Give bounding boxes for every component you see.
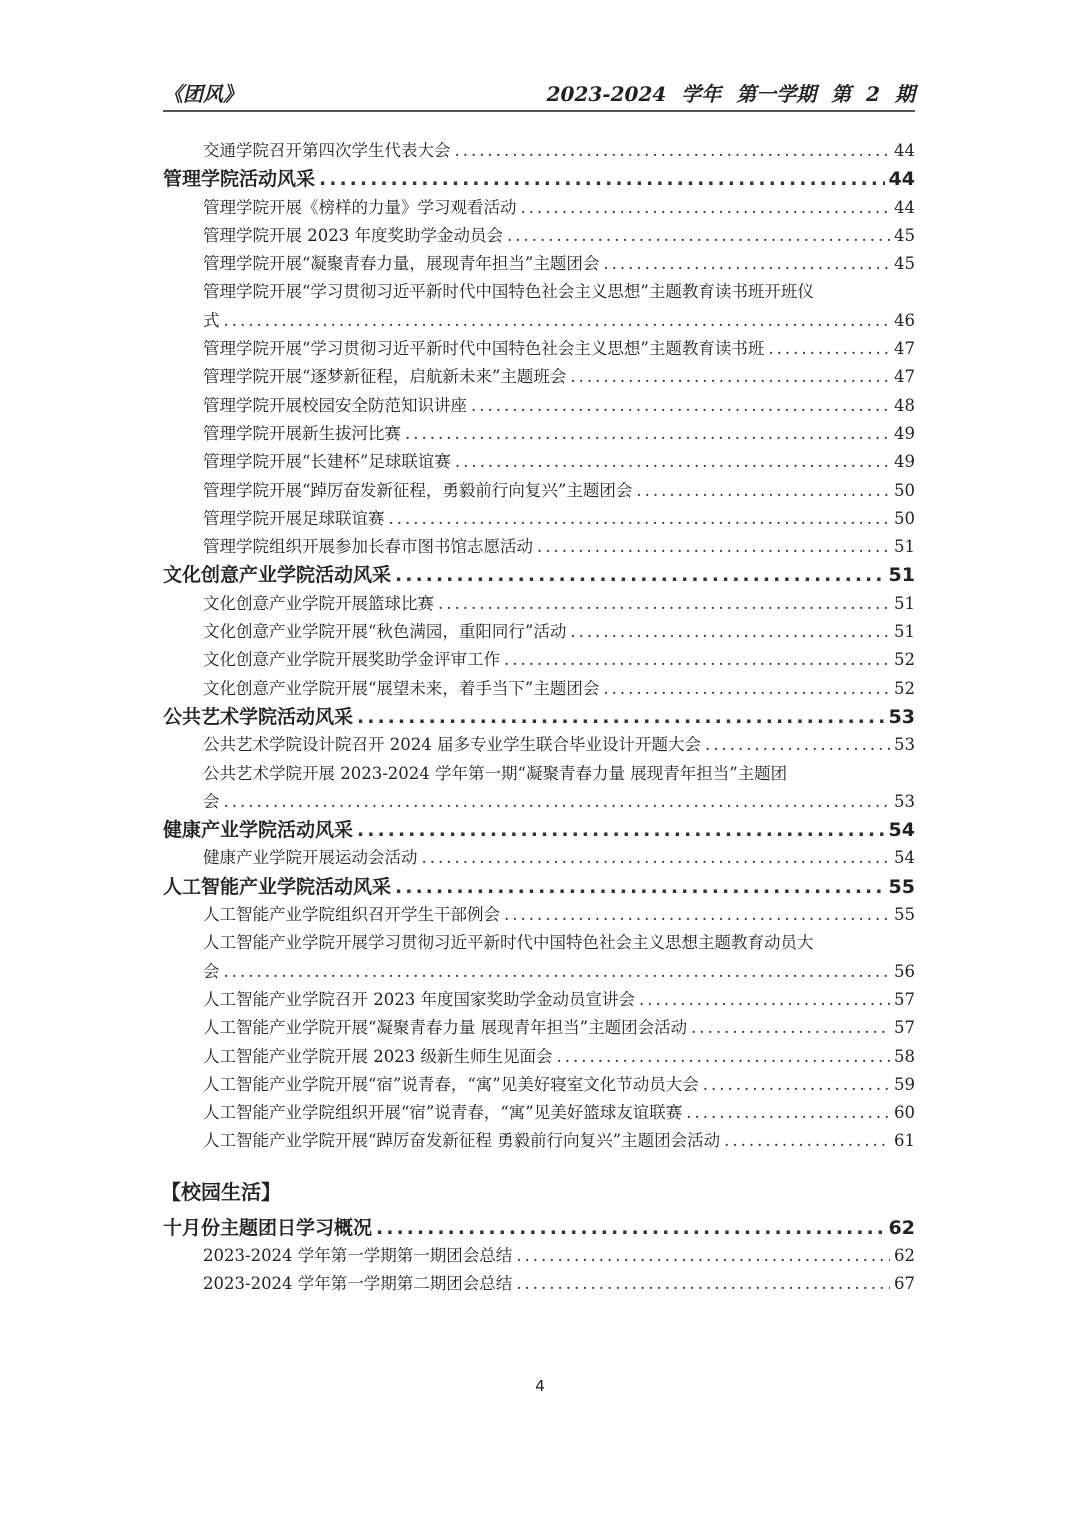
toc-entry-continuation[interactable] [163, 788, 915, 816]
toc-page-number: 55 [894, 905, 915, 925]
toc-page-number: 54 [888, 819, 915, 842]
toc-page-number: 45 [894, 225, 915, 245]
dot-leader [376, 1214, 885, 1242]
toc-entry[interactable] [163, 420, 915, 448]
toc-entry-title: 人工智能产业学院开展学习贯彻习近平新时代中国特色社会主义思想主题教育动员大 [203, 933, 814, 953]
toc-entry-title: 文化创意产业学院开展奖助学金评审工作 [203, 650, 500, 670]
toc-entry[interactable] [163, 505, 915, 533]
dot-leader [516, 1242, 890, 1270]
toc-entry[interactable] [163, 448, 915, 476]
toc-page-number: 44 [888, 168, 915, 191]
toc-page-number: 62 [888, 1216, 915, 1239]
toc-entry[interactable] [163, 194, 915, 222]
toc-entry-continuation[interactable] [163, 307, 915, 335]
toc-entry[interactable] [163, 675, 915, 703]
toc-section-entry[interactable] [163, 561, 915, 589]
toc-entry-title: 人工智能产业学院开展 2023 级新生师生见面会 [203, 1046, 553, 1066]
dot-leader [319, 165, 885, 193]
toc-entry[interactable] [163, 533, 915, 561]
toc-page-number: 58 [894, 1046, 915, 1066]
dot-leader [537, 533, 890, 561]
dot-leader [724, 1127, 890, 1155]
toc-entry-title: 人工智能产业学院开展“宿”说青春，“寓”见美好寝室文化节动员大会 [203, 1074, 699, 1094]
toc-entry-title: 健康产业学院开展运动会活动 [203, 848, 418, 868]
toc-section-entry[interactable] [163, 165, 915, 193]
toc-page-number: 57 [894, 1018, 915, 1038]
dot-leader [521, 194, 891, 222]
toc-entry-continuation[interactable] [163, 958, 915, 986]
issue-info: 2023-2024 学年 第一学期 第 2 期 [546, 82, 915, 106]
toc-page-number: 44 [894, 197, 915, 217]
dot-leader [405, 420, 890, 448]
toc-entry-title: 交通学院召开第四次学生代表大会 [203, 141, 451, 160]
section-heading: 【校园生活】 [161, 1179, 281, 1204]
toc-page-number: 46 [894, 310, 915, 330]
toc-entry[interactable] [163, 363, 915, 391]
dot-leader [504, 646, 890, 674]
toc-page-number: 47 [894, 339, 915, 359]
toc-entry[interactable] [163, 278, 915, 306]
table-of-contents [163, 137, 915, 1299]
toc-entry-title: 管理学院开展“长建杯”足球联谊赛 [203, 452, 451, 472]
toc-page-number: 47 [894, 367, 915, 387]
toc-entry[interactable] [163, 844, 915, 872]
dot-leader [639, 986, 890, 1014]
toc-page-number: 53 [894, 791, 915, 811]
toc-page-number: 45 [894, 254, 915, 274]
toc-entry[interactable] [163, 137, 915, 165]
toc-entry-title: 人工智能产业学院活动风采 [163, 875, 392, 898]
toc-page-number: 62 [894, 1245, 915, 1265]
toc-section-entry[interactable] [163, 873, 915, 901]
toc-entry-title: 文化创意产业学院活动风采 [163, 564, 392, 587]
toc-entry-title: 健康产业学院活动风采 [163, 819, 354, 842]
toc-page-number: 55 [888, 875, 915, 898]
page-number: 4 [535, 1377, 545, 1395]
dot-leader [357, 703, 885, 731]
dot-leader [395, 561, 885, 589]
toc-page-number: 67 [894, 1274, 915, 1294]
toc-entry[interactable] [163, 731, 915, 759]
dot-leader [603, 250, 890, 278]
toc-page-number: 50 [894, 508, 915, 528]
toc-entry-title: 公共艺术学院活动风采 [163, 705, 354, 728]
toc-entry[interactable] [163, 477, 915, 505]
toc-page-number: 44 [894, 141, 915, 160]
toc-entry[interactable] [163, 222, 915, 250]
dot-leader [224, 788, 891, 816]
toc-entry-title: 人工智能产业学院组织召开学生干部例会 [203, 905, 500, 925]
dot-leader [768, 335, 890, 363]
dot-leader [504, 901, 890, 929]
dot-leader [570, 618, 890, 646]
dot-leader [438, 590, 890, 618]
dot-leader [389, 505, 891, 533]
toc-page-number: 52 [894, 650, 915, 670]
toc-entry-title: 公共艺术学院设计院召开 2024 届多专业学生联合毕业设计开题大会 [203, 735, 701, 755]
toc-page-number: 59 [894, 1074, 915, 1094]
toc-section-entry[interactable] [163, 703, 915, 731]
toc-entry[interactable] [163, 590, 915, 618]
toc-page-number: 53 [888, 705, 915, 728]
dot-leader [636, 477, 890, 505]
toc-page-number: 51 [888, 564, 915, 587]
toc-page-number: 57 [894, 989, 915, 1009]
toc-page-number: 49 [894, 452, 915, 472]
toc-entry-title: 人工智能产业学院开展“踔厉奋发新征程 勇毅前行向复兴”主题团会活动 [203, 1131, 721, 1151]
toc-entry[interactable] [163, 1099, 915, 1127]
toc-page-number: 60 [894, 1103, 915, 1123]
toc-entry-title: 人工智能产业学院组织开展“宿”说青春，“寓”见美好篮球友谊联赛 [203, 1103, 683, 1123]
toc-page-number: 51 [894, 593, 915, 613]
dot-leader [556, 1043, 890, 1071]
dot-leader [603, 675, 890, 703]
journal-title: 《团风》 [163, 82, 243, 106]
toc-entry[interactable] [163, 1127, 915, 1155]
toc-entry[interactable] [163, 986, 915, 1014]
dot-leader [570, 363, 890, 391]
toc-page-number: 48 [894, 395, 915, 415]
toc-entry-title: 管理学院开展“逐梦新征程，启航新未来”主题班会 [203, 367, 567, 387]
toc-page-number: 56 [894, 961, 915, 981]
dot-leader [686, 1099, 890, 1127]
dot-leader [224, 958, 891, 986]
toc-entry-title: 文化创意产业学院开展“展望未来，着手当下”主题团会 [203, 678, 600, 698]
dot-leader [705, 731, 890, 759]
toc-entry-title-cont: 会 [203, 791, 220, 811]
toc-page-number: 51 [894, 537, 915, 557]
toc-page-number: 52 [894, 678, 915, 698]
toc-entry-title: 管理学院开展“学习贯彻习近平新时代中国特色社会主义思想”主题教育读书班开班仪 [203, 282, 814, 302]
toc-page-number: 53 [894, 735, 915, 755]
dot-leader [507, 222, 890, 250]
dot-leader [357, 816, 885, 844]
dot-leader [691, 1014, 890, 1042]
toc-page-number: 50 [894, 480, 915, 500]
toc-entry-title: 管理学院开展《榜样的力量》学习观看活动 [203, 197, 517, 217]
toc-entry-title-cont: 式 [203, 310, 220, 330]
toc-entry[interactable] [163, 901, 915, 929]
toc-entry[interactable] [163, 1270, 915, 1298]
dot-leader [703, 1071, 890, 1099]
toc-entry-title: 文化创意产业学院开展“秋色满园，重阳同行”活动 [203, 622, 567, 642]
toc-entry[interactable] [163, 618, 915, 646]
dot-leader [224, 307, 891, 335]
toc-page-number: 51 [894, 622, 915, 642]
dot-leader [422, 844, 891, 872]
toc-page-number: 61 [894, 1131, 915, 1151]
toc-entry-title: 管理学院开展足球联谊赛 [203, 508, 385, 528]
toc-entry-title: 管理学院开展校园安全防范知识讲座 [203, 395, 467, 415]
toc-entry-title: 公共艺术学院开展 2023-2024 学年第一期“凝聚青春力量 展现青年担当”主题团 [203, 763, 788, 783]
toc-entry[interactable] [163, 760, 915, 788]
toc-entry-title-cont: 会 [203, 961, 220, 981]
dot-leader [516, 1270, 890, 1298]
dot-leader [471, 392, 890, 420]
toc-entry-title: 十月份主题团日学习概况 [163, 1216, 373, 1239]
toc-entry[interactable] [163, 1014, 915, 1042]
toc-page-number: 54 [894, 848, 915, 868]
dot-leader [455, 137, 891, 165]
toc-entry-title: 管理学院开展“凝聚青春力量，展现青年担当”主题团会 [203, 254, 600, 274]
toc-entry-title: 2023-2024 学年第一学期第一期团会总结 [203, 1245, 513, 1265]
toc-entry[interactable] [163, 335, 915, 363]
toc-entry[interactable] [163, 1071, 915, 1099]
toc-entry-title: 人工智能产业学院召开 2023 年度国家奖助学金动员宣讲会 [203, 989, 635, 1009]
toc-entry[interactable] [163, 929, 915, 957]
toc-section-entry[interactable] [163, 1214, 915, 1242]
toc-entry-title: 管理学院组织开展参加长春市图书馆志愿活动 [203, 537, 533, 557]
toc-entry-title: 管理学院开展 2023 年度奖助学金动员会 [203, 225, 503, 245]
toc-entry-title: 文化创意产业学院开展篮球比赛 [203, 593, 434, 613]
toc-entry[interactable] [163, 392, 915, 420]
toc-entry-title: 管理学院活动风采 [163, 168, 316, 191]
dot-leader [395, 873, 885, 901]
toc-entry[interactable] [163, 646, 915, 674]
toc-entry[interactable] [163, 1043, 915, 1071]
page-header [163, 78, 915, 112]
toc-entry-title: 2023-2024 学年第一学期第二期团会总结 [203, 1274, 513, 1294]
toc-entry-title: 管理学院开展新生拔河比赛 [203, 423, 401, 443]
toc-entry[interactable] [163, 250, 915, 278]
toc-page-number: 49 [894, 423, 915, 443]
dot-leader [455, 448, 890, 476]
toc-entry-title: 管理学院开展“踔厉奋发新征程，勇毅前行向复兴”主题团会 [203, 480, 633, 500]
toc-entry-title: 人工智能产业学院开展“凝聚青春力量 展现青年担当”主题团会活动 [203, 1018, 688, 1038]
toc-section-entry[interactable] [163, 816, 915, 844]
toc-entry[interactable] [163, 1242, 915, 1270]
toc-entry-title: 管理学院开展“学习贯彻习近平新时代中国特色社会主义思想”主题教育读书班 [203, 339, 765, 359]
